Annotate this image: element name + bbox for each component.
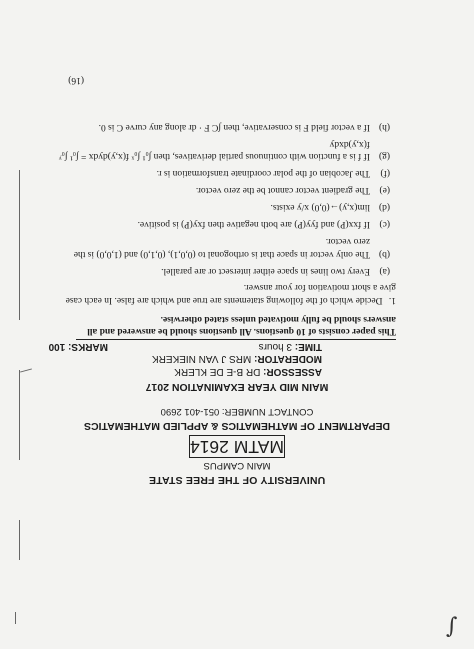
department-name: DEPARTMENT OF MATHEMATICS & APPLIED MATHEMATICS (83, 420, 391, 432)
exam-title: MAIN MID YEAR EXAMINATION 2017 (145, 381, 329, 393)
exam-instructions: This paper consists of 10 questions. All questions should be answered and all answers should be fully motivated unless stated otherwise. (87, 314, 396, 336)
item-label: (h) (378, 122, 390, 132)
question-1-marks: (16) (68, 75, 84, 85)
question-1-intro (56, 281, 396, 306)
moderator-name: MRS J VAN NIEKERK (151, 353, 252, 364)
item-label: (a) (379, 266, 390, 276)
handwritten-tick-icon: ∫ (446, 614, 458, 639)
question-number: 1. (388, 295, 396, 305)
list-item (56, 218, 396, 231)
item-label: (b) (378, 249, 390, 259)
item-text: If fxx(P) and fyy(P) are both negative then fxy(P) is positive. (137, 219, 370, 230)
item-text: The Jacobian of the polar coordinate transformation is r. (156, 168, 370, 179)
total-marks: MARKS: 100 (48, 341, 108, 352)
list-item (56, 138, 396, 163)
campus-name: MAIN CAMPUS (203, 460, 271, 471)
item-text: If f is a function with continuous partial derivatives, then ∫₀¹ ∫₀ˣ f(x,y)dydx = ∫₀¹ ∫₀ʸ f(x,y)dxdy (58, 139, 370, 162)
item-label: (d) (378, 202, 390, 213)
list-item (56, 167, 396, 180)
statement-list (56, 121, 396, 278)
item-label: (e) (379, 185, 390, 196)
assessor-name: DR B-E DE KLERK (174, 366, 261, 377)
item-text: lim(x,y)→(0,0) x/y exists. (270, 202, 370, 213)
margin-binding-mark (19, 520, 20, 560)
margin-binding-mark (19, 170, 20, 320)
item-text: Every two lines in space either intersect or are parallel. (161, 266, 370, 276)
question-1 (56, 116, 396, 306)
item-text: The only vector in space that is orthogonal to (0,0,1), (0,1,0) and (1,0,0) is the zero vector. (73, 236, 370, 259)
item-text: The gradient vector cannot be the zero vector. (195, 185, 370, 196)
contact-number: CONTACT NUMBER: 051-401 2690 (160, 406, 314, 417)
moderator-line (152, 353, 322, 364)
item-label: (c) (379, 219, 390, 230)
list-item (56, 201, 396, 214)
question-text: Decide which of the following statements are true and which are false. In each case give a short motivation for your answer. (65, 282, 396, 305)
list-item (56, 265, 396, 278)
assessor-line (174, 366, 322, 377)
assessor-label: ASSESSOR: (263, 366, 322, 377)
item-label: (f) (380, 168, 390, 179)
list-item (56, 235, 396, 260)
university-name: UNIVERSITY OF THE FREE STATE (148, 474, 326, 486)
header-divider (76, 339, 396, 340)
time-line (259, 341, 322, 352)
list-item (56, 121, 396, 134)
list-item (56, 184, 396, 197)
pencil-mark (15, 612, 16, 624)
item-label: (g) (378, 151, 390, 162)
moderator-label: MODERATOR: (254, 353, 322, 364)
time-value: 3 hours (258, 341, 292, 352)
item-text: If a vector field F is conservative, then ∫C F · dr along any curve C is 0. (98, 122, 370, 132)
time-label: TIME: (294, 341, 322, 352)
module-code-box: MATM 2614 (189, 437, 284, 457)
margin-binding-mark (19, 370, 20, 460)
